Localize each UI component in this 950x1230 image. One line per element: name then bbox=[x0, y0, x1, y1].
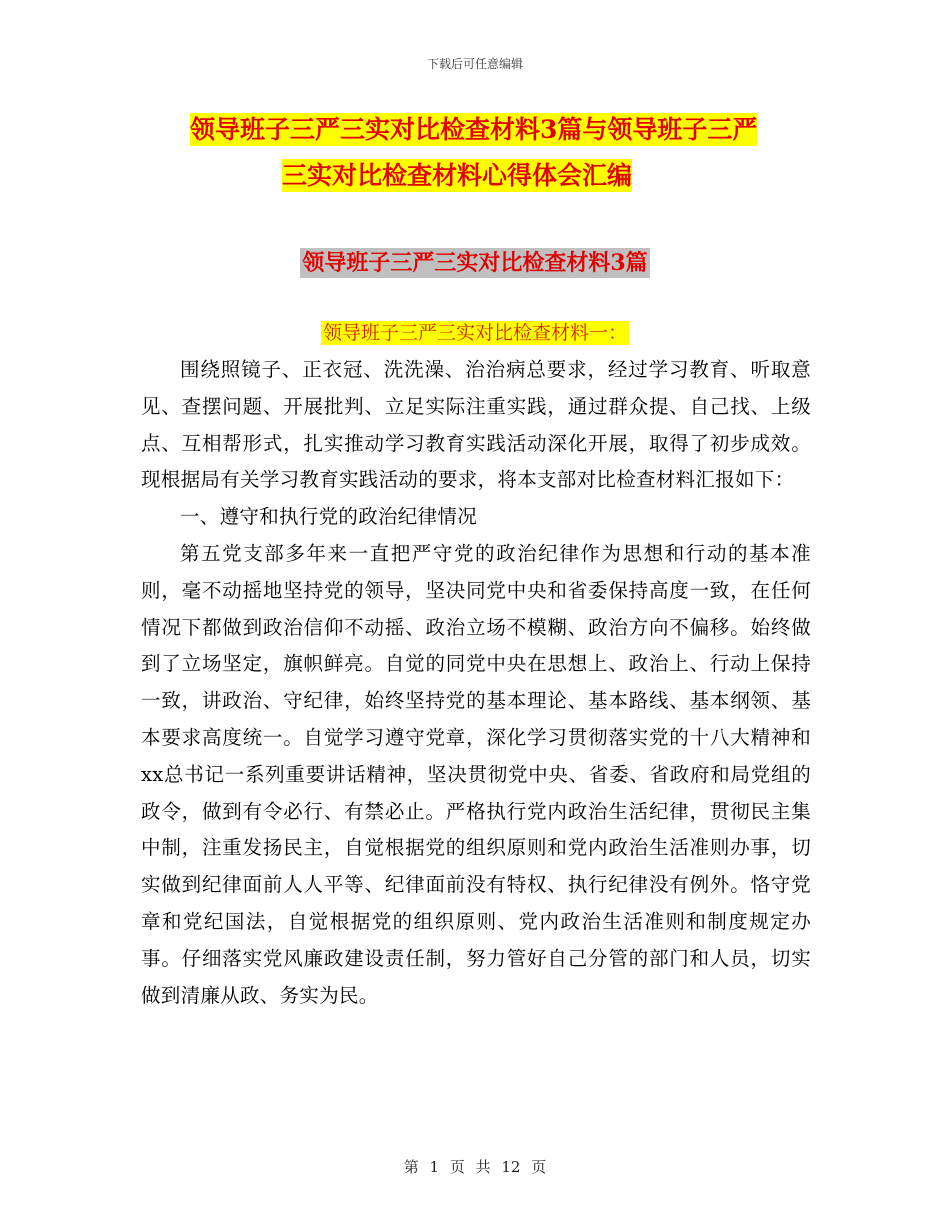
subtitle-text: 领导班子三严三实对比检查材料3篇 bbox=[302, 250, 648, 276]
document-title-line-2: 三实对比检查材料心得体会汇编 bbox=[282, 161, 633, 190]
page-footer: 第 1 页 共 12 页 bbox=[403, 1158, 547, 1176]
page-header-note: 下载后可任意编辑 bbox=[426, 57, 523, 71]
document-body bbox=[141, 352, 811, 1014]
paragraph-intro: 围绕照镜子、正衣冠、洗洗澡、治治病总要求，经过学习教育、听取意见、查摆问题、开展批判、立足实际注重实践，通过群众提、自己找、上级点、互相帮形式，扎实推动学习教育实践活动深化开展，取得了初步成效。现根据局有关学习教育实践活动的要求，将本支部对比检查材料汇报如下： bbox=[141, 358, 811, 492]
section-title-text: 领导班子三严三实对比检查材料一： bbox=[322, 322, 627, 344]
subtitle bbox=[0, 246, 950, 277]
paragraph-heading-1: 一、遵守和执行党的政治纪律情况 bbox=[180, 505, 478, 529]
section-title bbox=[0, 318, 950, 345]
paragraph-political-discipline: 第五党支部多年来一直把严守党的政治纪律作为思想和行动的基本准则，毫不动摇地坚持党的领导，坚决同党中央和省委保持高度一致，在任何情况下都做到政治信仰不动摇、政治立场不模糊、政治方向不偏移。始终做到了立场坚定，旗帜鲜亮。自觉的同党中央在思想上、政治上、行动上保持一致，讲政治、守纪律，始终坚持党的基本理论、基本路线、基本纲领、基本要求高度统一。自觉学习遵守党章，深化学习贯彻落实党的十八大精神和xx总书记一系列重要讲话精神，坚决贯彻党中央、省委、省政府和局党组的政令，做到有令必行、有禁必止。严格执行党内政治生活纪律，贯彻民主集中制，注重发扬民主，自觉根据党的组织原则和党内政治生活准则办事，切实做到纪律面前人人平等、纪律面前没有特权、执行纪律没有例外。恪守党章和党纪国法，自觉根据党的组织原则、党内政治生活准则和制度规定办事。仔细落实党风廉政建设责任制，努力管好自己分管的部门和人员，切实做到清廉从政、务实为民。 bbox=[141, 541, 811, 1007]
document-title bbox=[190, 108, 830, 200]
document-title-line-1: 领导班子三严三实对比检查材料3篇与领导班子三严 bbox=[190, 115, 758, 144]
